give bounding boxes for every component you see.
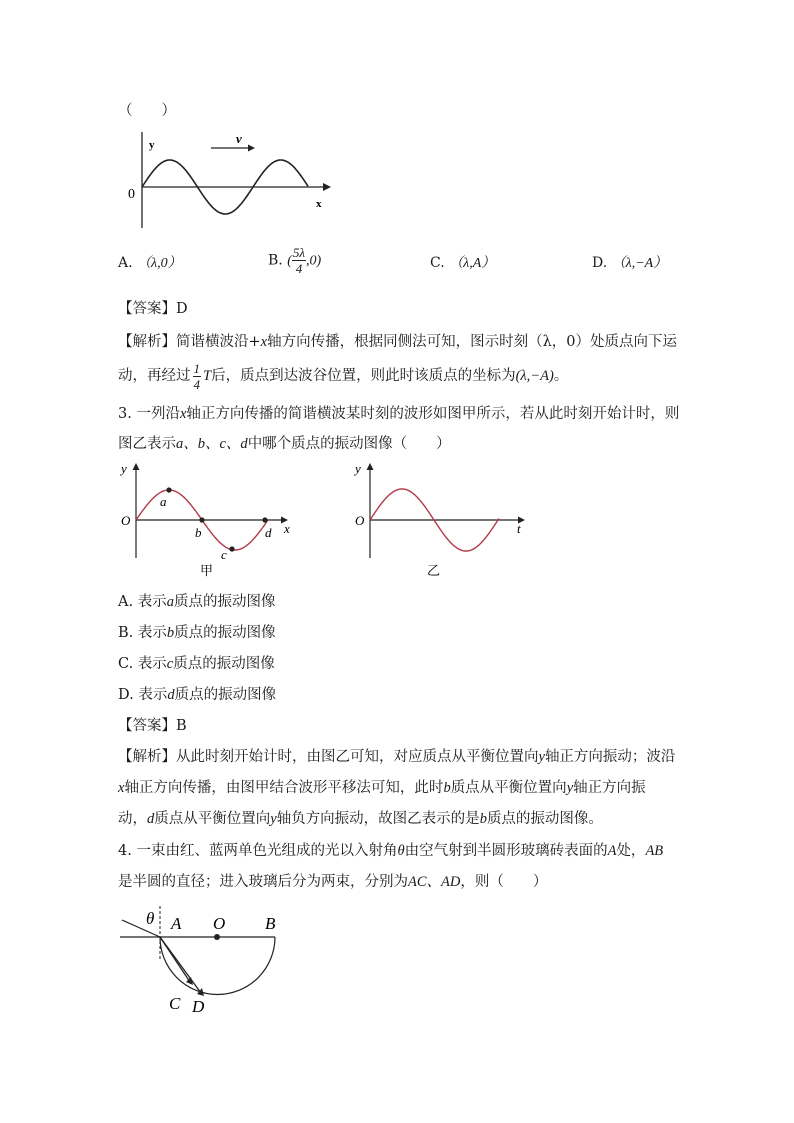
label-B: B bbox=[265, 914, 276, 933]
question-blank: （ ） bbox=[118, 103, 176, 119]
q2-wave-figure bbox=[118, 128, 338, 238]
q3-analysis-line3: 动，d质点从平衡位置向y轴负方向振动，故图乙表示的是b质点的振动图像。 bbox=[118, 811, 603, 827]
q2-x-label: x bbox=[316, 198, 322, 210]
label-d: d bbox=[265, 525, 272, 540]
label-C: C bbox=[169, 994, 181, 1013]
q3-option-b[interactable]: B. 表示b质点的振动图像 bbox=[118, 625, 276, 641]
yi-origin: O bbox=[355, 513, 365, 528]
jia-origin: O bbox=[121, 513, 131, 528]
yi-t-label: t bbox=[517, 521, 521, 536]
label-a: a bbox=[160, 494, 167, 509]
yi-y-arrowhead bbox=[367, 463, 374, 470]
yi-caption: 乙 bbox=[427, 563, 441, 578]
q2-analysis-line1: 【解析】简谐横波沿+x轴方向传播，根据同侧法可知，图示时刻（λ，0）处质点向下运 bbox=[118, 334, 678, 350]
q2-x-arrowhead bbox=[323, 183, 331, 191]
q2-y-label: y bbox=[149, 139, 155, 151]
jia-caption: 甲 bbox=[200, 563, 214, 578]
label-theta: θ bbox=[146, 909, 155, 928]
label-O: O bbox=[213, 914, 226, 933]
semicircle-arc bbox=[160, 937, 275, 994]
jia-y-label: y bbox=[121, 461, 127, 476]
yi-y-label: y bbox=[355, 461, 361, 476]
q2-answer: 【答案】D bbox=[118, 301, 188, 317]
point-d bbox=[262, 517, 267, 522]
q2-option-b[interactable]: B. ( $\frac{5\lambda}{4}$ ,0) bbox=[268, 245, 322, 276]
label-c: c bbox=[221, 547, 227, 562]
point-b bbox=[199, 517, 204, 522]
jia-y-arrowhead bbox=[133, 463, 140, 470]
q3-stem-line1: 3. 一列沿x轴正方向传播的简谐横波某时刻的波形如图甲所示，若从此时刻开始计时，则 bbox=[118, 406, 680, 422]
point-c bbox=[229, 546, 234, 551]
label-b: b bbox=[195, 525, 202, 540]
ray-ad bbox=[160, 937, 201, 993]
q3-analysis-line1: 【解析】从此时刻开始计时，由图乙可知，对应质点从平衡位置向y轴正方向振动；波沿 bbox=[118, 749, 676, 765]
q3-option-c[interactable]: C. 表示c质点的振动图像 bbox=[118, 656, 275, 672]
label-A: A bbox=[171, 914, 182, 933]
q3-option-a[interactable]: A. 表示a质点的振动图像 bbox=[118, 594, 276, 610]
label-D: D bbox=[192, 997, 205, 1016]
q4-stem-line1: 4. 一束由红、蓝两单色光组成的光以入射角θ由空气射到半圆形玻璃砖表面的A处，AB bbox=[118, 843, 664, 859]
point-a bbox=[166, 487, 171, 492]
q3-figure-yi bbox=[352, 460, 537, 580]
q4-stem-line2: 是半圆的直径；进入玻璃后分为两束，分别为AC、AD，则（ ） bbox=[118, 874, 548, 890]
q2-option-d[interactable]: D. （λ,−A） bbox=[592, 255, 668, 271]
q3-figure-jia bbox=[115, 460, 300, 580]
q3-option-d[interactable]: D. 表示d质点的振动图像 bbox=[118, 687, 277, 703]
q3-stem-line2: 图乙表示a、b、c、d中哪个质点的振动图像（ ） bbox=[118, 436, 451, 452]
q2-option-a[interactable]: A. （λ,0） bbox=[118, 255, 182, 271]
q4-semicircle-figure bbox=[115, 900, 295, 1020]
jia-x-label: x bbox=[284, 521, 290, 536]
q3-analysis-line2: x轴正方向传播，由图甲结合波形平移法可知，此时b质点从平衡位置向y轴正方向振 bbox=[118, 780, 646, 796]
velocity-arrowhead bbox=[248, 145, 255, 152]
center-o bbox=[214, 934, 220, 940]
q2-origin-label: 0 bbox=[128, 187, 135, 202]
q2-option-c[interactable]: C. （λ,A） bbox=[430, 255, 496, 271]
q2-analysis-line2: 动，再经过 $\frac{1}{4}$ T 后，质点到达波谷位置，则此时该质点的坐标为 (λ,−A) 。 bbox=[118, 360, 569, 392]
q3-answer: 【答案】B bbox=[118, 718, 187, 734]
velocity-label: v bbox=[236, 131, 242, 146]
